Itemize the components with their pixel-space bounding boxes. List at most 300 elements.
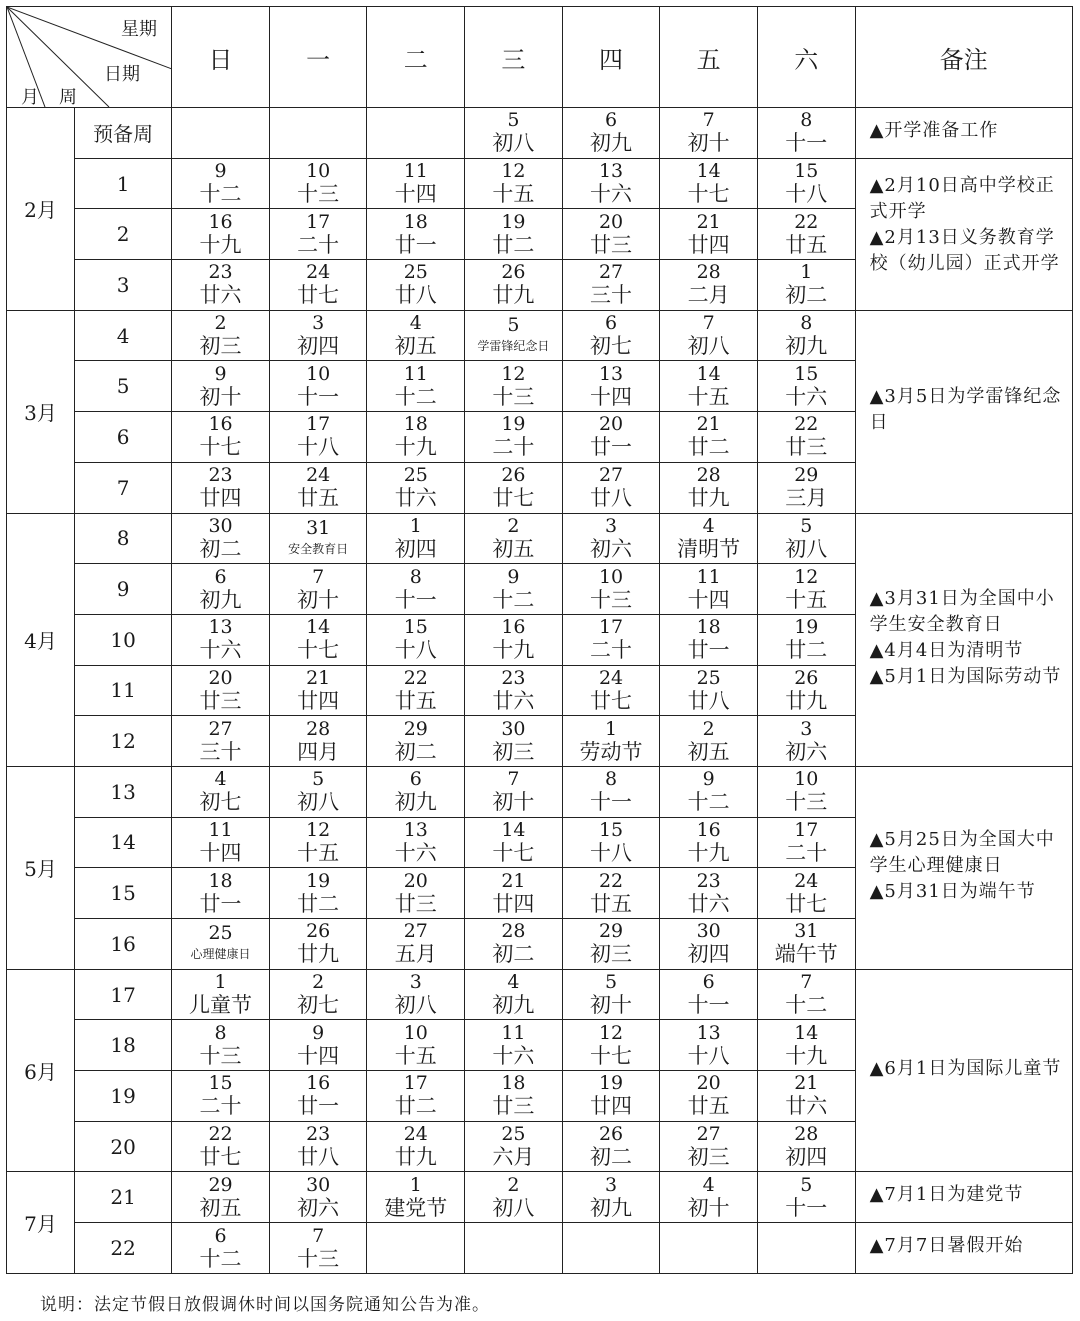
solar-date: 15 <box>794 160 819 183</box>
solar-date: 7 <box>800 971 813 994</box>
day-cell <box>465 260 563 311</box>
solar-date: 20 <box>403 869 428 892</box>
solar-date: 24 <box>794 869 819 892</box>
lunar-date: 初十 <box>590 993 633 1018</box>
header-day-sat: 六 <box>757 7 855 108</box>
day-cell <box>562 919 660 970</box>
lunar-date: 二十 <box>785 840 828 865</box>
day-cell <box>562 108 660 159</box>
day-cell <box>660 260 758 311</box>
day-cell <box>757 969 855 1020</box>
lunar-date: 初十 <box>492 790 535 815</box>
week-row <box>7 969 1073 1020</box>
solar-date: 27 <box>598 261 624 284</box>
day-cell <box>660 868 758 919</box>
solar-date: 7 <box>507 768 520 791</box>
lunar-date: 初五 <box>687 739 730 764</box>
solar-date: 11 <box>501 1021 526 1044</box>
solar-date: 2 <box>507 514 520 537</box>
day-cell <box>660 412 758 463</box>
day-cell <box>269 969 367 1020</box>
day-cell <box>367 310 465 361</box>
week-number-cell: 15 <box>75 868 172 919</box>
day-cell <box>562 1071 660 1122</box>
solar-date: 24 <box>306 261 331 284</box>
day-cell <box>172 766 270 817</box>
lunar-date: 廿二 <box>687 435 730 460</box>
day-cell <box>367 1071 465 1122</box>
solar-date: 9 <box>312 1021 325 1044</box>
empty-day-cell <box>562 1223 660 1274</box>
solar-date: 6 <box>214 565 227 588</box>
lunar-date: 廿七 <box>297 283 340 308</box>
solar-date: 14 <box>696 160 721 183</box>
day-cell <box>465 969 563 1020</box>
lunar-date: 初四 <box>297 334 340 359</box>
solar-date: 29 <box>208 1173 233 1196</box>
day-cell <box>465 158 563 209</box>
week-row <box>7 1223 1073 1274</box>
notes-cell <box>855 766 1072 969</box>
solar-date: 24 <box>306 464 331 487</box>
solar-date: 16 <box>306 1072 331 1095</box>
empty-day-cell <box>367 1223 465 1274</box>
solar-date: 25 <box>403 464 428 487</box>
day-cell <box>562 260 660 311</box>
lunar-date: 十七 <box>590 1043 633 1068</box>
solar-date: 20 <box>598 413 624 436</box>
solar-date: 21 <box>306 666 331 689</box>
day-cell <box>562 158 660 209</box>
day-cell <box>269 1020 367 1071</box>
lunar-date: 初九 <box>590 1195 633 1220</box>
solar-date: 7 <box>702 312 715 335</box>
empty-day-cell <box>660 1223 758 1274</box>
week-number-cell: 2 <box>75 209 172 260</box>
lunar-date: 廿八 <box>297 1145 340 1170</box>
day-cell <box>562 1020 660 1071</box>
lunar-date: 初七 <box>590 334 633 359</box>
week-number-cell: 17 <box>75 969 172 1020</box>
day-cell <box>757 1020 855 1071</box>
day-cell <box>757 462 855 513</box>
solar-date: 5 <box>507 314 520 337</box>
lunar-date: 十八 <box>297 435 340 460</box>
lunar-date: 廿七 <box>199 1145 242 1170</box>
lunar-date: 初二 <box>590 1145 633 1170</box>
solar-date: 27 <box>598 464 624 487</box>
week-number-cell: 16 <box>75 919 172 970</box>
solar-date: 1 <box>604 717 618 740</box>
lunar-date: 初七 <box>297 993 340 1018</box>
solar-date: 1 <box>800 261 813 284</box>
day-cell <box>660 969 758 1020</box>
day-cell <box>367 1020 465 1071</box>
lunar-date: 劳动节 <box>579 739 643 764</box>
solar-date: 18 <box>696 616 721 639</box>
lunar-date: 廿一 <box>199 891 242 916</box>
day-cell <box>660 564 758 615</box>
day-cell <box>269 513 367 564</box>
solar-date: 10 <box>794 768 819 791</box>
lunar-date: 十三 <box>297 182 340 207</box>
solar-date: 3 <box>409 971 422 994</box>
lunar-date: 廿七 <box>785 891 828 916</box>
solar-date: 21 <box>696 210 721 233</box>
solar-date: 7 <box>312 1224 325 1247</box>
day-cell <box>367 766 465 817</box>
solar-date: 13 <box>598 362 624 385</box>
lunar-date: 初五 <box>394 334 437 359</box>
solar-date: 16 <box>696 818 721 841</box>
header-notes: 备注 <box>855 7 1072 108</box>
solar-date: 5 <box>604 971 618 994</box>
note-line: ▲3月31日为全国中小学生安全教育日 <box>869 587 1055 635</box>
lunar-date: 廿六 <box>687 891 730 916</box>
solar-date: 12 <box>794 565 819 588</box>
day-cell <box>465 766 563 817</box>
lunar-date: 十三 <box>785 790 828 815</box>
day-cell <box>757 108 855 159</box>
note-line: ▲5月1日为国际劳动节 <box>869 665 1062 687</box>
day-cell <box>660 1121 758 1172</box>
lunar-date: 廿三 <box>199 688 242 713</box>
lunar-date: 建党节 <box>384 1195 448 1220</box>
solar-date: 14 <box>696 362 721 385</box>
day-cell <box>465 564 563 615</box>
day-cell <box>172 969 270 1020</box>
solar-date: 18 <box>208 869 233 892</box>
day-cell <box>465 412 563 463</box>
day-cell <box>465 361 563 412</box>
lunar-date: 廿二 <box>297 891 340 916</box>
day-cell <box>465 868 563 919</box>
month-cell: 4月 <box>7 513 75 766</box>
day-cell <box>367 209 465 260</box>
solar-date: 6 <box>702 971 715 994</box>
lunar-date: 廿四 <box>492 891 535 916</box>
day-cell <box>757 513 855 564</box>
solar-date: 26 <box>501 261 526 284</box>
day-cell <box>757 665 855 716</box>
solar-date: 10 <box>403 1021 428 1044</box>
solar-date: 17 <box>306 413 331 436</box>
week-number-cell: 13 <box>75 766 172 817</box>
solar-date: 20 <box>208 666 233 689</box>
lunar-date: 十三 <box>199 1043 242 1068</box>
solar-date: 30 <box>501 717 526 740</box>
solar-date: 8 <box>409 565 422 588</box>
lunar-date: 初五 <box>199 1195 242 1220</box>
day-cell <box>660 665 758 716</box>
lunar-date: 初六 <box>590 536 633 561</box>
solar-date: 12 <box>598 1021 624 1044</box>
lunar-date: 初八 <box>785 536 828 561</box>
day-cell <box>172 665 270 716</box>
lunar-date: 廿六 <box>492 688 535 713</box>
day-cell <box>757 361 855 412</box>
lunar-date: 十一 <box>687 993 730 1018</box>
day-cell <box>465 462 563 513</box>
lunar-date: 十二 <box>687 790 730 815</box>
notes-cell <box>855 969 1072 1172</box>
lunar-date: 清明节 <box>677 536 741 561</box>
solar-date: 13 <box>696 1021 721 1044</box>
solar-date: 16 <box>208 210 233 233</box>
lunar-date: 廿六 <box>394 486 437 511</box>
solar-date: 2 <box>214 312 227 335</box>
note-line: ▲7月1日为建党节 <box>869 1184 1024 1206</box>
lunar-date: 廿八 <box>590 486 633 511</box>
solar-date: 5 <box>507 109 520 132</box>
solar-date: 26 <box>501 464 526 487</box>
lunar-date: 十三 <box>590 587 633 612</box>
lunar-date: 初二 <box>199 536 242 561</box>
day-cell <box>367 412 465 463</box>
solar-date: 12 <box>501 362 526 385</box>
solar-date: 3 <box>604 514 618 537</box>
solar-date: 28 <box>794 1123 819 1146</box>
month-cell: 5月 <box>7 766 75 969</box>
lunar-date: 廿二 <box>492 232 535 257</box>
header-row <box>7 7 1073 108</box>
solar-date: 3 <box>604 1173 618 1196</box>
day-cell <box>562 766 660 817</box>
school-calendar-table <box>6 6 1073 1274</box>
solar-date: 27 <box>208 717 233 740</box>
solar-date: 5 <box>312 768 325 791</box>
solar-date: 26 <box>598 1123 624 1146</box>
solar-date: 1 <box>409 514 422 537</box>
lunar-date: 十九 <box>785 1043 828 1068</box>
solar-date: 18 <box>403 413 428 436</box>
note-line: ▲2月13日义务教育学校（幼儿园）正式开学 <box>869 226 1060 274</box>
day-cell <box>660 766 758 817</box>
lunar-date: 十二 <box>492 587 535 612</box>
day-cell <box>660 919 758 970</box>
week-row <box>7 1172 1073 1223</box>
solar-date: 25 <box>501 1123 526 1146</box>
header-corner-cell <box>7 7 172 108</box>
week-number-cell: 8 <box>75 513 172 564</box>
lunar-date: 廿九 <box>394 1145 437 1170</box>
lunar-date: 十五 <box>785 587 828 612</box>
solar-date: 11 <box>696 565 721 588</box>
lunar-date: 十八 <box>590 840 633 865</box>
solar-date: 28 <box>501 920 526 943</box>
lunar-date: 廿一 <box>590 435 633 460</box>
lunar-date: 廿五 <box>297 486 340 511</box>
day-cell <box>367 716 465 767</box>
day-cell <box>269 716 367 767</box>
day-cell <box>367 1121 465 1172</box>
day-cell <box>562 1172 660 1223</box>
lunar-date: 十二 <box>199 1246 242 1271</box>
solar-date: 16 <box>501 616 526 639</box>
day-cell <box>757 716 855 767</box>
lunar-date: 十七 <box>297 638 340 663</box>
day-cell <box>660 1071 758 1122</box>
solar-date: 15 <box>403 616 428 639</box>
notes-cell <box>855 310 1072 513</box>
lunar-date: 十二 <box>394 384 437 409</box>
lunar-date: 二十 <box>590 638 633 663</box>
lunar-date: 十九 <box>687 840 730 865</box>
day-cell <box>367 969 465 1020</box>
solar-date: 6 <box>604 109 618 132</box>
note-line: ▲7月7日暑假开始 <box>869 1235 1024 1257</box>
solar-date: 31 <box>794 920 819 943</box>
header-day-tue: 二 <box>367 7 465 108</box>
lunar-date: 十一 <box>785 1195 828 1220</box>
day-cell <box>269 766 367 817</box>
solar-date: 7 <box>702 109 715 132</box>
lunar-date: 十六 <box>199 638 242 663</box>
solar-date: 29 <box>598 920 624 943</box>
solar-date: 12 <box>306 818 331 841</box>
lunar-date: 廿六 <box>785 1094 828 1119</box>
solar-date: 28 <box>306 717 331 740</box>
note-line: ▲6月1日为国际儿童节 <box>869 1057 1062 1079</box>
day-cell <box>269 817 367 868</box>
solar-date: 15 <box>598 818 624 841</box>
solar-date: 22 <box>598 869 624 892</box>
solar-date: 17 <box>403 1072 428 1095</box>
day-cell <box>562 564 660 615</box>
lunar-date: 十六 <box>590 182 633 207</box>
week-row <box>7 513 1073 564</box>
day-cell <box>757 310 855 361</box>
week-number-cell: 5 <box>75 361 172 412</box>
solar-date: 29 <box>403 717 428 740</box>
lunar-date: 初三 <box>590 942 633 967</box>
solar-date: 6 <box>604 312 618 335</box>
week-row <box>7 158 1073 209</box>
day-cell <box>269 158 367 209</box>
day-cell <box>172 412 270 463</box>
lunar-date: 六月 <box>492 1145 535 1170</box>
lunar-date: 二十 <box>492 435 535 460</box>
day-cell <box>367 614 465 665</box>
day-cell <box>465 614 563 665</box>
day-cell <box>172 1172 270 1223</box>
lunar-date: 十六 <box>785 384 828 409</box>
lunar-date: 廿四 <box>199 486 242 511</box>
lunar-date: 二十 <box>297 232 340 257</box>
lunar-date: 十一 <box>590 790 633 815</box>
lunar-date: 廿九 <box>297 942 340 967</box>
corner-weekday-label: 星期 <box>121 19 157 40</box>
day-cell <box>562 513 660 564</box>
day-cell <box>367 564 465 615</box>
lunar-date: 初四 <box>785 1145 828 1170</box>
day-cell <box>172 209 270 260</box>
week-number-cell: 预备周 <box>75 108 172 159</box>
lunar-date: 初三 <box>687 1145 730 1170</box>
day-cell <box>562 361 660 412</box>
day-cell <box>172 158 270 209</box>
lunar-date: 初八 <box>297 790 340 815</box>
notes-cell <box>855 1172 1072 1223</box>
solar-date: 2 <box>702 717 715 740</box>
week-number-cell: 7 <box>75 462 172 513</box>
day-cell <box>562 614 660 665</box>
day-cell <box>367 1172 465 1223</box>
day-cell <box>269 1071 367 1122</box>
lunar-date: 十六 <box>492 1043 535 1068</box>
lunar-date: 初八 <box>687 334 730 359</box>
lunar-date: 初九 <box>590 131 633 156</box>
day-cell <box>172 564 270 615</box>
lunar-date: 安全教育日 <box>288 541 349 556</box>
day-cell <box>367 361 465 412</box>
day-cell <box>367 513 465 564</box>
solar-date: 6 <box>214 1224 227 1247</box>
solar-date: 13 <box>403 818 428 841</box>
lunar-date: 廿一 <box>687 638 730 663</box>
day-cell <box>465 1071 563 1122</box>
day-cell <box>269 665 367 716</box>
solar-date: 15 <box>208 1072 233 1095</box>
solar-date: 25 <box>403 261 428 284</box>
lunar-date: 初七 <box>199 790 242 815</box>
lunar-date: 四月 <box>297 739 340 764</box>
day-cell <box>269 412 367 463</box>
week-number-cell: 10 <box>75 614 172 665</box>
footnote: 说明：法定节假日放假调休时间以国务院通知公告为准。 <box>40 1295 490 1315</box>
lunar-date: 初三 <box>199 334 242 359</box>
solar-date: 17 <box>306 210 331 233</box>
week-row <box>7 310 1073 361</box>
header-day-sun: 日 <box>172 7 270 108</box>
solar-date: 29 <box>794 464 819 487</box>
notes-cell <box>855 513 1072 766</box>
solar-date: 5 <box>800 514 813 537</box>
solar-date: 22 <box>794 210 819 233</box>
day-cell <box>757 564 855 615</box>
solar-date: 13 <box>598 160 624 183</box>
day-cell <box>562 817 660 868</box>
solar-date: 2 <box>312 971 325 994</box>
lunar-date: 三十 <box>590 283 633 308</box>
day-cell <box>172 919 270 970</box>
week-number-cell: 18 <box>75 1020 172 1071</box>
day-cell <box>757 412 855 463</box>
week-row <box>7 766 1073 817</box>
day-cell <box>757 614 855 665</box>
solar-date: 9 <box>702 768 715 791</box>
day-cell <box>562 868 660 919</box>
solar-date: 19 <box>598 1072 624 1095</box>
lunar-date: 二月 <box>687 283 730 308</box>
lunar-date: 廿四 <box>590 1094 633 1119</box>
lunar-date: 十一 <box>297 384 340 409</box>
lunar-date: 初十 <box>297 587 340 612</box>
day-cell <box>660 158 758 209</box>
day-cell <box>367 665 465 716</box>
lunar-date: 廿三 <box>590 232 633 257</box>
week-number-cell: 12 <box>75 716 172 767</box>
week-number-cell: 11 <box>75 665 172 716</box>
day-cell <box>465 817 563 868</box>
solar-date: 25 <box>208 922 233 945</box>
lunar-date: 初六 <box>785 739 828 764</box>
solar-date: 30 <box>306 1173 331 1196</box>
solar-date: 19 <box>501 210 526 233</box>
solar-date: 23 <box>208 261 233 284</box>
day-cell <box>465 919 563 970</box>
solar-date: 8 <box>800 312 813 335</box>
